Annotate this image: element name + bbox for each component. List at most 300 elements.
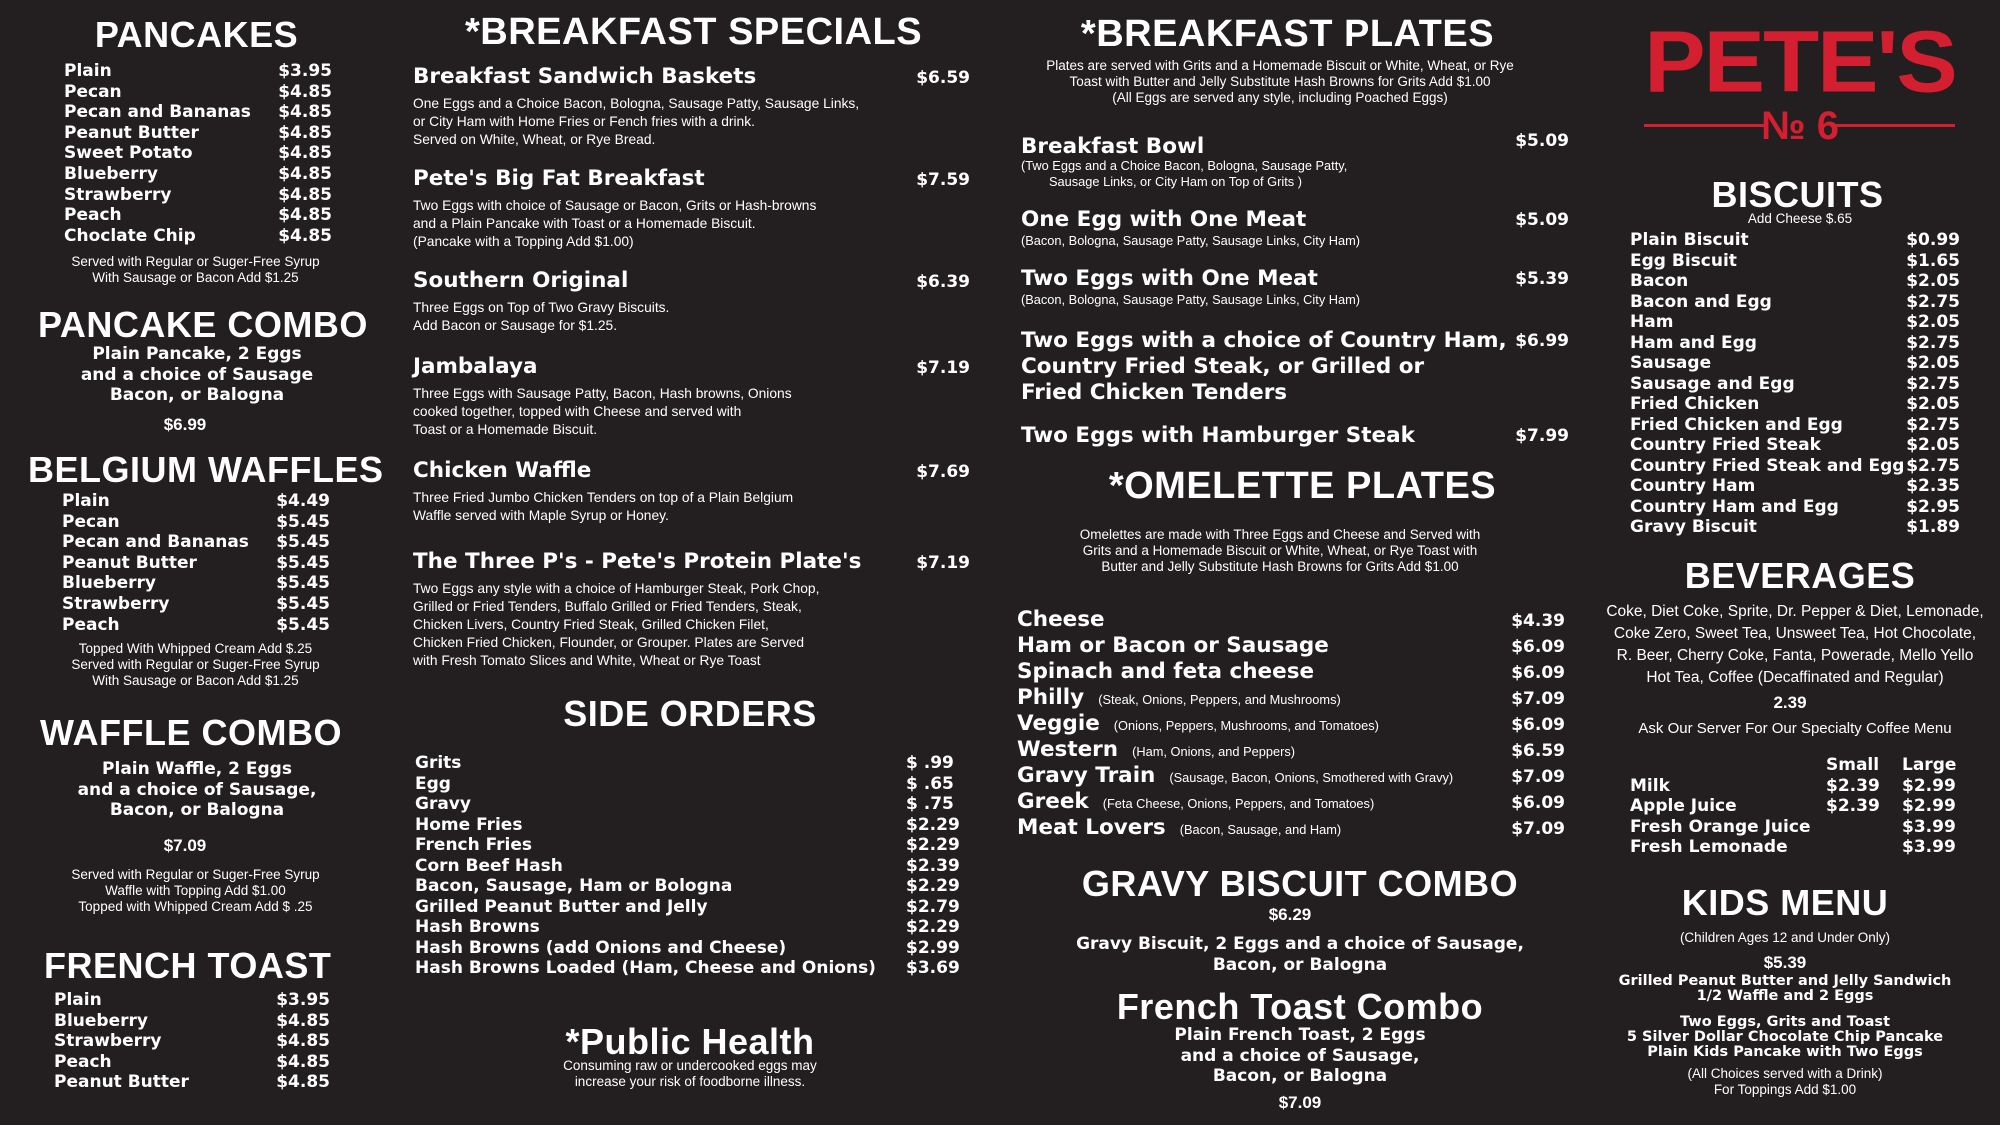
item-name: Peach <box>62 614 120 635</box>
desc-line: Grilled or Fried Tenders, Buffalo Grilled or Fried Tenders, Steak, <box>413 599 802 614</box>
desc-line: Chicken Fried Chicken, Flounder, or Grouper. Plates are Served <box>413 635 805 650</box>
menu-row <box>1630 271 1960 292</box>
desc-line: and a choice of Sausage, <box>1180 1045 1420 1066</box>
item-price: $4.85 <box>278 143 332 164</box>
special-name: Jambalaya <box>413 354 538 379</box>
item-name: Pecan and Bananas <box>62 532 249 553</box>
menu-row <box>1017 633 1565 659</box>
special-price: $6.39 <box>916 272 970 292</box>
menu-row <box>415 794 952 815</box>
menu-row <box>1630 776 1970 797</box>
item-price: $2.29 <box>906 917 960 937</box>
item-name: Fresh Lemonade <box>1630 837 1788 857</box>
special-item <box>413 549 970 670</box>
special-desc <box>413 385 970 439</box>
item-price: $2.29 <box>906 835 960 855</box>
large-price: $2.99 <box>1902 775 1956 796</box>
desc-line: with Fresh Tomato Slices and White, Wheat or Rye Toast <box>413 653 761 668</box>
item-desc: (Bacon, Sausage, and Ham) <box>1179 822 1342 837</box>
plate-item <box>1021 266 1569 308</box>
waffles-title: BELGIUM WAFFLES <box>28 449 384 490</box>
plate-name: One Egg with One Meat <box>1021 207 1307 232</box>
desc-line: One Eggs and a Choice Bacon, Bologna, Sausage Patty, Sausage Links, <box>413 96 860 111</box>
large-price: $3.99 <box>1902 837 1956 857</box>
desc-line: Bacon, or Balogna <box>109 385 285 405</box>
item-price: $2.05 <box>1906 435 1960 455</box>
item-name: Ham and Egg <box>1630 332 1757 353</box>
menu-row <box>62 615 330 636</box>
menu-row <box>64 82 332 103</box>
kids-line: 5 Silver Dollar Chocolate Chip Pancake <box>1626 1029 1944 1045</box>
menu-row <box>64 164 332 185</box>
kids-options-1 <box>1610 974 1960 1004</box>
large-price: $3.99 <box>1902 816 1956 837</box>
biscuits-add: Add Cheese $.65 <box>1747 211 1853 226</box>
item-name: Gravy <box>415 794 471 814</box>
item-price: $2.29 <box>906 876 960 896</box>
juice-table <box>1630 755 1970 858</box>
item-desc: (Onions, Peppers, Mushrooms, and Tomatoes) <box>1113 718 1379 733</box>
beverage-line: Hot Tea, Coffee (Decaffinated and Regular) <box>1646 669 1944 686</box>
item-name: Choclate Chip <box>64 225 196 246</box>
plates-intro <box>1040 58 1520 106</box>
note-line: With Sausage or Bacon Add $1.25 <box>92 673 299 688</box>
plate-name: Fried Chicken Tenders <box>1021 380 1288 405</box>
plate-item <box>1021 328 1569 406</box>
menu-row <box>1630 292 1960 313</box>
special-item <box>413 64 970 149</box>
kids-title: KIDS MENU <box>1681 882 1889 923</box>
omelettes-title: *OMELETTE PLATES <box>1108 465 1497 507</box>
desc-line: cooked together, topped with Cheese and served with <box>413 404 742 419</box>
item-price: $2.75 <box>1906 332 1960 353</box>
menu-row <box>1630 435 1960 456</box>
special-desc <box>413 299 970 335</box>
pancakes-list <box>64 61 332 246</box>
item-price: $5.45 <box>276 552 330 573</box>
menu-row <box>1017 789 1565 815</box>
menu-row <box>1630 353 1960 374</box>
beverage-line: Coke, Diet Coke, Sprite, Dr. Pepper & Diet, Lemonade, <box>1606 603 1984 620</box>
desc-line: Plain Waffle, 2 Eggs <box>102 759 292 779</box>
desc-line: Three Eggs on Top of Two Gravy Biscuits. <box>413 300 670 315</box>
public-health-note <box>515 1058 865 1090</box>
menu-row <box>415 814 960 836</box>
item-price: $2.29 <box>906 814 960 835</box>
item-price: $4.85 <box>276 1051 330 1072</box>
item-name: Gravy Biscuit <box>1630 517 1757 537</box>
note-line: Served with Regular or Suger-Free Syrup <box>71 254 320 269</box>
plate-name: Breakfast Bowl <box>1021 134 1205 159</box>
plate-sub: (Two Eggs and a Choice Bacon, Bologna, Sausage Patty, <box>1021 158 1348 173</box>
item-price: $7.09 <box>1511 767 1565 787</box>
plate-name: Two Eggs with a choice of Country Ham, <box>1021 328 1507 353</box>
item-price: $ .65 <box>906 773 954 794</box>
note-line: Plates are served with Grits and a Homemade Biscuit or White, Wheat, or Rye <box>1046 58 1514 73</box>
item-name: Country Fried Steak <box>1630 435 1821 455</box>
item-name: Hash Browns <box>415 917 540 937</box>
note-line: Omelettes are made with Three Eggs and Cheese and Served with <box>1079 527 1481 542</box>
item-price: $2.99 <box>906 937 960 958</box>
menu-row <box>1017 685 1565 711</box>
item-desc: (Feta Cheese, Onions, Peppers, and Tomatoes) <box>1102 796 1375 811</box>
item-name: Meat Lovers <box>1017 815 1166 840</box>
item-desc: (Ham, Onions, and Peppers) <box>1132 744 1295 759</box>
item-price: $6.09 <box>1511 793 1565 813</box>
note-line: (All Eggs are served any style, including Poached Eggs) <box>1112 90 1448 105</box>
beverages-price: 2.39 <box>1773 693 1807 712</box>
special-price: $7.69 <box>916 462 970 482</box>
plate-price: $5.09 <box>1515 210 1569 230</box>
waffle-combo-title: WAFFLE COMBO <box>40 712 342 753</box>
menu-row <box>54 1011 330 1032</box>
menu-row <box>1017 711 1565 737</box>
note-line: Served with Regular or Suger-Free Syrup <box>71 867 320 882</box>
plate-sub: Sausage Links, or City Ham on Top of Grits ) <box>1049 174 1302 189</box>
item-price: $2.39 <box>906 855 960 876</box>
biscuits-title: BISCUITS <box>1711 174 1884 215</box>
item-name: Blueberry <box>64 163 158 184</box>
note-line: Topped with Whipped Cream Add $ .25 <box>78 899 313 914</box>
desc-line: Toast or a Homemade Biscuit. <box>413 422 598 437</box>
item-price: $2.05 <box>1906 312 1960 332</box>
plate-price: $5.09 <box>1515 131 1569 151</box>
item-price: $2.79 <box>906 896 960 917</box>
item-name: Blueberry <box>54 1010 148 1031</box>
plate-name: Two Eggs with Hamburger Steak <box>1021 423 1415 448</box>
note-line: Grits and a Homemade Biscuit or White, Wheat, or Rye Toast with <box>1082 543 1478 558</box>
note-line: increase your risk of foodborne illness. <box>574 1074 806 1089</box>
item-name: Peach <box>64 205 122 226</box>
ft-combo-title: French Toast Combo <box>1116 986 1484 1027</box>
menu-row <box>1017 763 1565 789</box>
item-name: Egg Biscuit <box>1630 250 1737 271</box>
omelettes-list <box>1017 607 1565 841</box>
special-price: $7.19 <box>916 553 970 573</box>
desc-line: Add Bacon or Sausage for $1.25. <box>413 318 618 333</box>
item-price: $4.85 <box>278 102 332 123</box>
kids-price: $5.39 <box>1763 953 1807 972</box>
item-name: Country Fried Steak and Egg <box>1630 455 1905 476</box>
small-label: Small <box>1826 755 1880 775</box>
kids-line: Grilled Peanut Butter and Jelly Sandwich <box>1618 973 1952 989</box>
special-name: The Three P's - Pete's Protein Plate's <box>413 549 862 574</box>
item-price: $4.49 <box>276 491 330 511</box>
special-price: $7.59 <box>916 170 970 190</box>
gravy-combo-title: GRAVY BISCUIT COMBO <box>1081 863 1519 904</box>
menu-row <box>1630 312 1960 333</box>
desc-line: and a choice of Sausage, <box>77 779 317 800</box>
item-price: $4.85 <box>278 122 332 143</box>
menu-row <box>62 573 330 594</box>
item-price: $5.45 <box>276 511 330 532</box>
item-price: $2.05 <box>1906 271 1960 291</box>
menu-row <box>1630 837 1970 858</box>
item-price: $4.85 <box>278 81 332 102</box>
logo-rule-right <box>1833 124 1955 127</box>
menu-row <box>1017 815 1565 841</box>
plate-item <box>1021 207 1569 249</box>
item-price: $6.09 <box>1511 663 1565 683</box>
menu-row <box>62 553 330 574</box>
desc-line: Plain French Toast, 2 Eggs <box>1174 1025 1426 1045</box>
note-line: (All Choices served with a Drink) <box>1687 1066 1883 1081</box>
note-line: Waffle with Topping Add $1.00 <box>105 883 286 898</box>
plates-title: *BREAKFAST PLATES <box>1080 13 1495 55</box>
plate-item <box>1021 423 1569 449</box>
gravy-combo-desc <box>1040 934 1560 975</box>
item-price: $2.05 <box>1906 394 1960 414</box>
desc-line: or City Ham with Home Fries or Fench fries with a drink. <box>413 114 755 129</box>
kids-line: Two Eggs, Grits and Toast <box>1680 1014 1890 1030</box>
special-desc <box>413 580 970 670</box>
menu-row <box>62 491 330 512</box>
menu-row <box>415 937 960 959</box>
gravy-combo-price: $6.29 <box>1268 905 1312 924</box>
item-name: Philly <box>1017 685 1085 710</box>
item-name: Bacon <box>1630 271 1689 291</box>
desc-line: and a Plain Pancake with Toast or a Homemade Biscuit. <box>413 216 756 231</box>
desc-line: Served on White, Wheat, or Rye Bread. <box>413 132 656 147</box>
menu-row <box>1630 415 1960 436</box>
item-name: Western <box>1017 737 1119 762</box>
menu-row <box>1630 456 1960 477</box>
desc-line: Three Fried Jumbo Chicken Tenders on top of a Plain Belgium <box>413 490 794 505</box>
desc-line: Two Eggs any style with a choice of Hamburger Steak, Pork Chop, <box>413 581 820 596</box>
pancake-combo-price: $6.99 <box>163 415 207 434</box>
plate-price: $6.99 <box>1515 331 1569 351</box>
pancake-combo-desc <box>48 344 346 406</box>
plate-sub: (Bacon, Bologna, Sausage Patty, Sausage Links, City Ham) <box>1021 292 1361 307</box>
special-price: $7.19 <box>916 358 970 378</box>
public-health-title: *Public Health <box>565 1021 815 1062</box>
specials-title: *BREAKFAST SPECIALS <box>465 11 923 53</box>
desc-line: Two Eggs with choice of Sausage or Bacon, Grits or Hash-browns <box>413 198 817 213</box>
menu-row <box>415 855 960 877</box>
french-toast-title: FRENCH TOAST <box>44 945 332 986</box>
plate-price: $5.39 <box>1515 269 1569 289</box>
pancakes-title: PANCAKES <box>94 14 299 55</box>
item-name: Plain <box>62 491 110 511</box>
menu-row <box>415 958 960 979</box>
item-price: $6.09 <box>1511 637 1565 657</box>
note-line: For Toppings Add $1.00 <box>1713 1082 1857 1097</box>
note-line: Topped With Whipped Cream Add $.25 <box>78 641 313 656</box>
special-price: $6.59 <box>916 68 970 88</box>
item-price: $0.99 <box>1906 230 1960 250</box>
item-name: Fresh Orange Juice <box>1630 816 1811 837</box>
item-price: $2.75 <box>1906 373 1960 394</box>
menu-row <box>415 917 960 938</box>
item-name: Hash Browns Loaded (Ham, Cheese and Onions) <box>415 958 876 978</box>
item-name: Peach <box>54 1051 112 1072</box>
desc-line: Plain Pancake, 2 Eggs <box>92 344 302 364</box>
menu-row <box>64 226 332 247</box>
item-price: $5.45 <box>276 593 330 614</box>
item-price: $5.45 <box>276 573 330 594</box>
item-name: Strawberry <box>62 593 170 614</box>
menu-row <box>54 1031 330 1052</box>
menu-row <box>415 753 952 774</box>
small-price: $2.39 <box>1826 796 1880 816</box>
menu-row <box>415 896 960 918</box>
item-name: Pecan <box>64 81 122 102</box>
item-name: Plain <box>64 61 112 81</box>
item-price: $4.85 <box>276 1031 330 1052</box>
item-price: $2.95 <box>1906 496 1960 517</box>
item-price: $4.85 <box>278 184 332 205</box>
kids-line: 1/2 Waffle and 2 Eggs <box>1696 988 1874 1004</box>
item-price: $3.69 <box>906 958 960 978</box>
item-price: $4.85 <box>278 163 332 184</box>
beverage-line: R. Beer, Cherry Coke, Fanta, Powerade, Mello Yello <box>1616 647 1974 664</box>
item-name: Veggie <box>1017 711 1100 736</box>
waffles-note <box>48 641 343 689</box>
menu-row <box>1017 607 1565 633</box>
item-price: $2.75 <box>1906 291 1960 312</box>
item-price: $6.59 <box>1511 741 1565 761</box>
menu-row <box>64 123 332 144</box>
desc-line: Waffle served with Maple Syrup or Honey. <box>413 508 669 523</box>
menu-row <box>1630 230 1960 251</box>
menu-row <box>1017 737 1565 763</box>
item-name: Grilled Peanut Butter and Jelly <box>415 896 708 917</box>
special-name: Breakfast Sandwich Baskets <box>413 64 757 89</box>
menu-row <box>1630 517 1960 538</box>
item-name: Spinach and feta cheese <box>1017 659 1315 684</box>
menu-row <box>1630 374 1960 395</box>
menu-row <box>415 835 960 856</box>
item-price: $6.09 <box>1511 715 1565 735</box>
special-name: Chicken Waffle <box>413 458 592 483</box>
item-name: Strawberry <box>54 1031 162 1052</box>
item-price: $2.05 <box>1906 353 1960 373</box>
petes-logo <box>1630 0 1970 150</box>
item-price: $3.95 <box>276 990 330 1010</box>
item-name: Pecan <box>62 511 120 532</box>
note-line: Consuming raw or undercooked eggs may <box>563 1058 817 1073</box>
desc-line: Bacon, or Balogna <box>109 800 285 820</box>
item-price: $4.39 <box>1511 611 1565 631</box>
item-price: $7.09 <box>1511 819 1565 839</box>
note-line: Toast with Butter and Jelly Substitute Hash Browns for Grits Add $1.00 <box>1069 74 1491 89</box>
item-name: Plain Biscuit <box>1630 230 1749 250</box>
kids-line: Plain Kids Pancake with Two Eggs <box>1647 1044 1923 1060</box>
item-name: Milk <box>1630 775 1670 796</box>
plate-name: Country Fried Steak, or Grilled or <box>1021 354 1425 379</box>
menu-row <box>64 143 332 164</box>
small-price <box>1826 817 1902 838</box>
item-name: Plain <box>54 990 102 1010</box>
kids-options-2 <box>1610 1015 1960 1060</box>
item-name: Peanut Butter <box>62 552 197 573</box>
desc-line: Gravy Biscuit, 2 Eggs and a choice of Sausage, <box>1076 934 1524 954</box>
special-item <box>413 166 970 251</box>
menu-row <box>1630 476 1960 497</box>
desc-line: Chicken Livers, Country Fried Steak, Grilled Chicken Filet, <box>413 617 769 632</box>
item-name: Sweet Potato <box>64 143 193 164</box>
item-price: $2.75 <box>1906 455 1960 476</box>
kids-age: (Children Ages 12 and Under Only) <box>1679 930 1891 945</box>
plate-sub: (Bacon, Bologna, Sausage Patty, Sausage Links, City Ham) <box>1021 233 1361 248</box>
item-desc: (Steak, Onions, Peppers, and Mushrooms) <box>1098 692 1341 707</box>
item-name: Ham <box>1630 312 1674 332</box>
item-name: Sausage <box>1630 353 1712 373</box>
ft-combo-price: $7.09 <box>1278 1093 1322 1112</box>
logo-rule-left <box>1644 124 1766 127</box>
beverage-line: Coke Zero, Sweet Tea, Unsweet Tea, Hot Chocolate, <box>1613 625 1977 642</box>
item-name: Fried Chicken and Egg <box>1630 414 1843 435</box>
waffle-combo-note <box>48 867 343 915</box>
beverages-list <box>1605 601 1985 689</box>
beverages-title: BEVERAGES <box>1684 555 1916 596</box>
desc-line: Bacon, or Balogna <box>1212 1066 1388 1086</box>
item-name: Bacon and Egg <box>1630 291 1772 312</box>
note-line: Served with Regular or Suger-Free Syrup <box>71 657 320 672</box>
menu-row <box>64 102 332 123</box>
menu-row <box>64 185 332 206</box>
item-price: $1.65 <box>1906 250 1960 271</box>
menu-row <box>64 205 332 226</box>
omelettes-intro <box>1040 527 1520 575</box>
item-name: Grits <box>415 753 462 773</box>
item-name: Cheese <box>1017 607 1105 632</box>
menu-row <box>62 532 330 553</box>
brand-number: № 6 <box>1761 104 1839 148</box>
menu-row <box>415 876 960 897</box>
biscuits-list <box>1630 230 1960 538</box>
special-desc <box>413 197 970 251</box>
large-price: $2.99 <box>1902 796 1956 816</box>
item-name: Pecan and Bananas <box>64 102 251 123</box>
menu-row <box>1630 497 1960 518</box>
item-name: Home Fries <box>415 814 523 835</box>
menu-row <box>1630 796 1970 817</box>
item-price: $3.95 <box>278 61 332 81</box>
note-line: With Sausage or Bacon Add $1.25 <box>92 270 299 285</box>
brand-name: PETE'S <box>1644 13 1956 111</box>
item-desc: (Sausage, Bacon, Onions, Smothered with Gravy) <box>1169 770 1454 785</box>
waffle-combo-price: $7.09 <box>163 836 207 855</box>
desc-line: Three Eggs with Sausage Patty, Bacon, Hash browns, Onions <box>413 386 792 401</box>
item-name: Fried Chicken <box>1630 394 1760 414</box>
pancake-combo-title: PANCAKE COMBO <box>38 304 368 345</box>
plate-name: Two Eggs with One Meat <box>1021 266 1318 291</box>
item-price: $5.45 <box>276 614 330 635</box>
plate-item <box>1021 131 1569 190</box>
item-price: $ .75 <box>906 794 954 814</box>
small-price <box>1826 837 1902 858</box>
special-item <box>413 458 970 525</box>
item-price: $4.85 <box>278 225 332 246</box>
note-line: Butter and Jelly Substitute Hash Browns for Grits Add $1.00 <box>1101 559 1459 574</box>
special-item <box>413 354 970 439</box>
coffee-note: Ask Our Server For Our Specialty Coffee Menu <box>1638 720 1952 737</box>
item-price: $1.89 <box>1906 517 1960 537</box>
menu-row <box>1630 333 1960 354</box>
menu-row <box>62 594 330 615</box>
waffle-combo-desc <box>48 759 346 821</box>
special-item <box>413 268 970 335</box>
item-name: Corn Beef Hash <box>415 855 563 876</box>
item-name: Strawberry <box>64 184 172 205</box>
item-name: Egg <box>415 773 451 794</box>
ft-combo-desc <box>1100 1025 1500 1087</box>
item-name: Gravy Train <box>1017 763 1156 788</box>
item-name: Country Ham and Egg <box>1630 496 1839 517</box>
menu-row <box>1017 659 1565 685</box>
pancakes-note <box>48 254 343 286</box>
